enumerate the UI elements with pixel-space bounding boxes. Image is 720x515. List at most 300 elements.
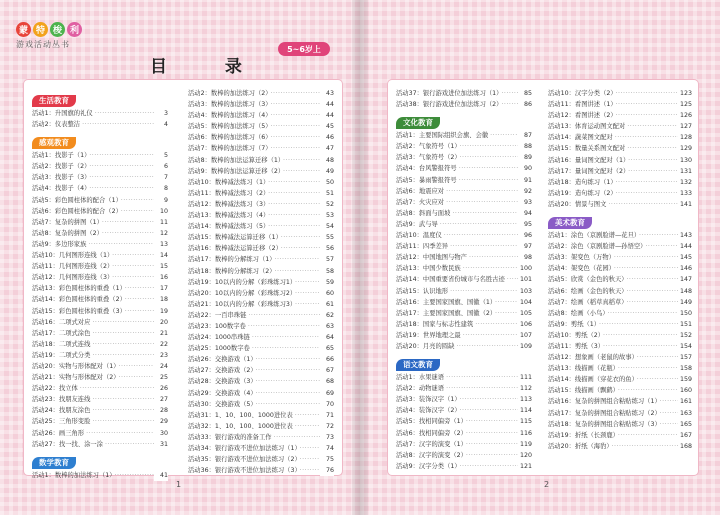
toc-entry-title: 活动4：数棒的加法练习（4） ·····	[188, 110, 320, 121]
toc-entry-title: 活动12：中国地图与物产 ·····	[396, 252, 518, 263]
toc-entry-title: 活动19：二项式分类 ·····	[32, 350, 154, 361]
section-header	[396, 110, 532, 130]
toc-entry-page: 128	[678, 132, 692, 143]
toc-entry-title: 活动17：二项式涂色 ·····	[32, 328, 154, 339]
section-header	[32, 88, 168, 108]
toc-entry-page: 44	[320, 99, 334, 110]
toc-entry-page: 144	[678, 241, 692, 252]
toc-entry	[188, 299, 334, 310]
toc-entry-title: 活动10：温度仪 ·····	[396, 230, 518, 241]
toc-entry-title: 活动1：升国旗的礼仪 ·····	[32, 108, 154, 119]
toc-entry	[396, 219, 532, 230]
toc-entry-page: 114	[518, 405, 532, 416]
toc-entry-title: 活动10：剪纸（2） ·····	[548, 330, 678, 341]
toc-entry-page: 152	[678, 330, 692, 341]
toc-entry-page: 85	[518, 88, 532, 99]
toc-entry	[548, 155, 692, 166]
toc-column	[32, 88, 168, 481]
toc-entry-page: 59	[320, 277, 334, 288]
toc-entry-page: 43	[320, 88, 334, 99]
toc-entry	[188, 243, 334, 254]
toc-entry	[548, 143, 692, 154]
toc-entry	[396, 186, 532, 197]
toc-entry-page: 53	[320, 210, 334, 221]
toc-entry-page: 21	[154, 328, 168, 339]
toc-entry-page: 16	[154, 272, 168, 283]
toc-entry-page: 104	[518, 297, 532, 308]
toc-entry-title: 活动16：主要国家国旗、国徽（1） ·····	[396, 297, 518, 308]
toc-entry	[188, 166, 334, 177]
toc-entry-page: 27	[154, 394, 168, 405]
toc-entry	[548, 132, 692, 143]
toc-entry	[548, 177, 692, 188]
toc-entry	[32, 228, 168, 239]
toc-entry-title: 活动9：汉字分类（1） ·····	[396, 461, 518, 472]
toc-entry-title: 活动18：造句练习（1） ·····	[548, 177, 678, 188]
toc-entry-page: 66	[320, 354, 334, 365]
toc-entry	[548, 166, 692, 177]
toc-entry-page: 11	[154, 217, 168, 228]
toc-entry-page: 4	[154, 119, 168, 130]
toc-entry-title: 活动35：银行游戏不进位加法练习（2） ·····	[188, 454, 320, 465]
toc-entry-page: 52	[320, 199, 334, 210]
toc-entry-page: 18	[154, 294, 168, 305]
toc-column	[396, 88, 532, 472]
toc-entry-page: 107	[518, 330, 532, 341]
toc-entry-page: 41	[154, 470, 168, 481]
section-header	[32, 450, 168, 470]
toc-entry-page: 157	[678, 352, 692, 363]
toc-entry-title: 活动7：汉字的演变（1） ·····	[396, 439, 518, 450]
toc-entry-page: 93	[518, 197, 532, 208]
toc-entry	[32, 250, 168, 261]
toc-entry-page: 75	[320, 454, 334, 465]
left-page	[0, 0, 352, 515]
toc-entry-title: 活动14：中国重要省份城市与名胜古迹 ·····	[396, 274, 518, 285]
toc-entry	[396, 383, 532, 394]
toc-entry	[396, 319, 532, 330]
toc-entry-title: 活动11：数棒减法练习（2） ·····	[188, 188, 320, 199]
toc-entry-page: 70	[320, 399, 334, 410]
toc-entry-title: 活动33：银行游戏的准备工作 ·····	[188, 432, 320, 443]
toc-entry	[396, 241, 532, 252]
toc-entry	[396, 263, 532, 274]
toc-entry-title: 活动1：找影子（1） ·····	[32, 150, 154, 161]
toc-entry-page: 111	[518, 372, 532, 383]
toc-entry-title: 活动4：装饰汉字（2） ·····	[396, 405, 518, 416]
section-header	[548, 210, 692, 230]
toc-entry-title: 活动28：交换游戏（3） ·····	[188, 376, 320, 387]
toc-entry-page: 132	[678, 177, 692, 188]
toc-entry	[188, 266, 334, 277]
toc-entry	[396, 252, 532, 263]
toc-entry	[548, 88, 692, 99]
toc-entry	[188, 399, 334, 410]
toc-entry	[548, 110, 692, 121]
toc-entry-title: 活动5：数棒的加法练习（5） ·····	[188, 121, 320, 132]
toc-entry-page: 97	[518, 241, 532, 252]
toc-entry	[32, 350, 168, 361]
toc-entry	[188, 88, 334, 99]
toc-entry-page: 161	[678, 396, 692, 407]
toc-entry-page: 123	[678, 88, 692, 99]
toc-entry-title: 活动20：折纸（海豹） ·····	[548, 441, 678, 452]
toc-entry	[396, 230, 532, 241]
toc-entry-title: 活动24：找朋友涂色 ·····	[32, 405, 154, 416]
toc-entry-page: 68	[320, 376, 334, 387]
toc-entry	[548, 396, 692, 407]
toc-entry	[188, 277, 334, 288]
toc-entry-title: 活动20：情景与图文 ·····	[548, 199, 678, 210]
toc-entry-title: 活动7：火灾应对 ·····	[396, 197, 518, 208]
toc-entry	[188, 410, 334, 421]
toc-entry-title: 活动15：数棒减法运算迁移（1） ·····	[188, 232, 320, 243]
toc-entry	[188, 121, 334, 132]
toc-entry-page: 113	[518, 394, 532, 405]
toc-entry-title: 活动17：复杂的拼图组合粘贴练习（2） ·····	[548, 408, 678, 419]
toc-entry-page: 145	[678, 252, 692, 263]
toc-entry-page: 51	[320, 188, 334, 199]
toc-entry-page: 45	[320, 121, 334, 132]
toc-entry	[188, 332, 334, 343]
toc-entry-title: 活动6：找相同偏旁（2） ·····	[396, 428, 518, 439]
toc-entry-page: 17	[154, 283, 168, 294]
toc-entry	[548, 188, 692, 199]
toc-entry-title: 活动2：找影子（2） ·····	[32, 161, 154, 172]
logo-character: 特	[33, 22, 48, 37]
toc-entry	[32, 372, 168, 383]
toc-entry	[188, 432, 334, 443]
toc-entry-page: 121	[518, 461, 532, 472]
toc-entry-title: 活动3：装饰汉字（1） ·····	[396, 394, 518, 405]
toc-entry-title: 活动17：量词图文配对（2） ·····	[548, 166, 678, 177]
toc-entry-title: 活动34：银行游戏不进位加法练习（1） ·····	[188, 443, 320, 454]
toc-entry-page: 165	[678, 419, 692, 430]
toc-entry-title: 活动16：量词图文配对（1） ·····	[548, 155, 678, 166]
toc-entry-title: 活动10：数棒减法练习（1） ·····	[188, 177, 320, 188]
toc-entry-page: 48	[320, 155, 334, 166]
toc-entry	[396, 274, 532, 285]
toc-card-right	[388, 80, 698, 475]
toc-entry-title: 活动21：实物与形体配对（2） ·····	[32, 372, 154, 383]
toc-entry-page: 12	[154, 228, 168, 239]
toc-entry-page: 23	[154, 350, 168, 361]
toc-entry	[396, 130, 532, 141]
toc-entry-title: 活动20：月亮的圆缺 ·····	[396, 341, 518, 352]
toc-entry	[32, 361, 168, 372]
toc-entry-page: 69	[320, 388, 334, 399]
toc-entry-page: 19	[154, 306, 168, 317]
toc-entry	[188, 199, 334, 210]
toc-entry-page: 106	[518, 319, 532, 330]
toc-entry-page: 63	[320, 321, 334, 332]
toc-entry-title: 活动9：数棒的加法运算迁移（2） ·····	[188, 166, 320, 177]
toc-entry	[396, 152, 532, 163]
toc-entry-title: 活动22：一百串珠链 ·····	[188, 310, 320, 321]
section-title: 数学教育	[32, 457, 76, 469]
toc-entry-page: 163	[678, 408, 692, 419]
toc-entry-page: 54	[320, 221, 334, 232]
toc-entry	[396, 208, 532, 219]
toc-entry	[396, 308, 532, 319]
toc-entry-page: 91	[518, 175, 532, 186]
toc-entry-title: 活动8：汉字的演变（2） ·····	[396, 450, 518, 461]
toc-entry-page: 61	[320, 299, 334, 310]
toc-entry-title: 活动18：复杂的拼图组合粘贴练习（3） ·····	[548, 419, 678, 430]
toc-entry-title: 活动1：水果谜语 ·····	[396, 372, 518, 383]
toc-entry-title: 活动3：数棒的加法练习（3） ·····	[188, 99, 320, 110]
toc-entry-title: 活动12：看图讲述（2） ·····	[548, 110, 678, 121]
toc-entry-title: 活动15：线描画（飘鹤） ·····	[548, 385, 678, 396]
toc-entry	[32, 383, 168, 394]
toc-entry	[32, 206, 168, 217]
toc-entry-title: 活动19：造句练习（2） ·····	[548, 188, 678, 199]
toc-entry-page: 160	[678, 385, 692, 396]
toc-entry	[188, 143, 334, 154]
toc-entry-page: 98	[518, 252, 532, 263]
toc-entry-title: 活动18：国家与标志性建筑 ·····	[396, 319, 518, 330]
toc-entry-page: 105	[518, 308, 532, 319]
toc-entry-title: 活动5：欣赏（金色的秋天） ·····	[548, 274, 678, 285]
toc-entry-page: 8	[154, 183, 168, 194]
toc-entry-title: 活动4：架变色（花园） ·····	[548, 263, 678, 274]
toc-entry	[188, 454, 334, 465]
toc-entry-title: 活动17：主要国家国旗、国徽（2） ·····	[396, 308, 518, 319]
toc-entry-title: 活动14：彩色圆柱体的重叠（2） ·····	[32, 294, 154, 305]
toc-entry	[32, 261, 168, 272]
page-number: 2	[544, 480, 550, 489]
toc-entry	[396, 163, 532, 174]
toc-entry-title: 活动5：彩色圆柱体的配合（1） ·····	[32, 195, 154, 206]
toc-entry	[32, 439, 168, 450]
toc-entry	[32, 108, 168, 119]
toc-entry	[188, 321, 334, 332]
toc-entry-page: 120	[518, 450, 532, 461]
toc-entry-page: 154	[678, 341, 692, 352]
toc-entry-title: 活动37：银行游戏进位加法练习（1） ·····	[396, 88, 518, 99]
toc-entry-title: 活动24：1000串珠链 ·····	[188, 332, 320, 343]
toc-entry-title: 活动23：找朋友连线 ·····	[32, 394, 154, 405]
toc-entry-title: 活动2：动物谜语 ·····	[396, 383, 518, 394]
toc-entry-title: 活动29：交换游戏（4） ·····	[188, 388, 320, 399]
toc-entry	[32, 328, 168, 339]
toc-entry	[548, 121, 692, 132]
toc-entry-page: 74	[320, 443, 334, 454]
toc-entry-title: 活动8：复杂的拼图（2） ·····	[32, 228, 154, 239]
toc-entry	[548, 263, 692, 274]
toc-entry-page: 29	[154, 416, 168, 427]
toc-entry-title: 活动17：数棒的分解练习（1） ·····	[188, 254, 320, 265]
age-badge: 5~6岁上	[278, 42, 330, 56]
toc-entry	[548, 99, 692, 110]
toc-entry-page: 126	[678, 110, 692, 121]
toc-entry	[32, 428, 168, 439]
toc-entry-title: 活动31：1、10、100、1000进位表 ·····	[188, 410, 320, 421]
toc-entry-title: 活动16：二项式对应 ·····	[32, 317, 154, 328]
toc-entry-page: 141	[678, 199, 692, 210]
page-title: 目 录	[150, 57, 268, 77]
toc-entry-page: 65	[320, 343, 334, 354]
toc-entry	[32, 272, 168, 283]
toc-entry-title: 活动2：数棒的加法练习（2） ·····	[188, 88, 320, 99]
toc-entry-title: 活动2：仪表整洁 ·····	[32, 119, 154, 130]
toc-entry-title: 活动15：认识地形 ·····	[396, 286, 518, 297]
toc-entry	[188, 155, 334, 166]
toc-entry-page: 7	[154, 172, 168, 183]
toc-entry	[548, 199, 692, 210]
toc-entry	[188, 465, 334, 476]
toc-entry-title: 活动30：交换游戏（5） ·····	[188, 399, 320, 410]
section-header	[32, 130, 168, 150]
toc-entry	[396, 286, 532, 297]
toc-entry-page: 50	[320, 177, 334, 188]
toc-entry-page: 125	[678, 99, 692, 110]
toc-entry	[548, 441, 692, 452]
toc-entry-page: 131	[678, 166, 692, 177]
toc-entry-page: 64	[320, 332, 334, 343]
toc-entry	[32, 217, 168, 228]
toc-entry	[188, 254, 334, 265]
toc-entry	[32, 405, 168, 416]
toc-entry-page: 109	[518, 341, 532, 352]
toc-entry-page: 149	[678, 297, 692, 308]
toc-entry	[188, 376, 334, 387]
section-title: 生活教育	[32, 95, 76, 107]
toc-entry	[188, 177, 334, 188]
toc-entry-page: 100	[518, 263, 532, 274]
toc-entry	[548, 363, 692, 374]
toc-entry-title: 活动20：10以内的分解（彩珠练习2） ·····	[188, 288, 320, 299]
toc-entry-page: 20	[154, 317, 168, 328]
toc-entry	[32, 416, 168, 427]
toc-column	[548, 88, 692, 452]
toc-entry-page: 90	[518, 163, 532, 174]
toc-entry-page: 158	[678, 363, 692, 374]
toc-entry-title: 活动8：绘画（小鸟） ·····	[548, 308, 678, 319]
toc-entry-page: 71	[320, 410, 334, 421]
toc-entry-page: 95	[518, 219, 532, 230]
toc-entry-title: 活动11：几何图形连线（2） ·····	[32, 261, 154, 272]
toc-entry	[396, 450, 532, 461]
toc-entry	[396, 439, 532, 450]
toc-entry	[32, 195, 168, 206]
toc-entry-title: 活动1：涂色（京剧脸谱—花旦） ·····	[548, 230, 678, 241]
toc-entry-title: 活动19：世界地理之最 ·····	[396, 330, 518, 341]
book-gutter	[352, 0, 368, 515]
toc-entry-page: 31	[154, 439, 168, 450]
toc-entry-page: 119	[518, 439, 532, 450]
toc-entry-title: 活动13：彩色圆柱体的重叠（1） ·····	[32, 283, 154, 294]
section-title: 感观教育	[32, 137, 76, 149]
toc-entry-title: 活动10：几何图形连线（1） ·····	[32, 250, 154, 261]
toc-entry	[32, 470, 168, 481]
toc-entry-page: 22	[154, 339, 168, 350]
section-title: 美术教育	[548, 217, 592, 229]
toc-entry	[548, 430, 692, 441]
toc-entry-title: 活动8：斜面与面坡 ·····	[396, 208, 518, 219]
toc-entry-page: 148	[678, 286, 692, 297]
toc-entry	[548, 352, 692, 363]
toc-entry-page: 76	[320, 465, 334, 476]
toc-entry	[396, 428, 532, 439]
toc-entry-page: 103	[518, 286, 532, 297]
right-page	[368, 0, 720, 515]
toc-entry	[188, 365, 334, 376]
toc-entry-page: 150	[678, 308, 692, 319]
toc-entry-page: 94	[518, 208, 532, 219]
toc-entry	[32, 394, 168, 405]
toc-entry-page: 147	[678, 274, 692, 285]
toc-entry-page: 73	[320, 432, 334, 443]
logo-character: 利	[67, 22, 82, 37]
toc-entry-page: 56	[320, 243, 334, 254]
toc-entry-title: 活动3：架变色（万物） ·····	[548, 252, 678, 263]
section-title: 语文教育	[396, 359, 440, 371]
toc-entry-title: 活动2：气象符号（1） ·····	[396, 141, 518, 152]
toc-entry-page: 30	[154, 428, 168, 439]
logo-character: 蒙	[16, 22, 31, 37]
toc-entry-title: 活动3：找影子（3） ·····	[32, 172, 154, 183]
page-number: 1	[176, 480, 182, 489]
toc-entry-title: 活动11：四季差异 ·····	[396, 241, 518, 252]
toc-entry-title: 活动27：找一找、涂一涂 ·····	[32, 439, 154, 450]
logo-character: 梭	[50, 22, 65, 37]
toc-entry-page: 130	[678, 155, 692, 166]
toc-entry	[32, 339, 168, 350]
toc-entry	[396, 297, 532, 308]
toc-entry-title: 活动11：剪纸（3） ·····	[548, 341, 678, 352]
toc-entry	[396, 416, 532, 427]
toc-entry-title: 活动9：多边形家族 ·····	[32, 239, 154, 250]
toc-entry	[32, 119, 168, 130]
toc-entry-page: 9	[154, 195, 168, 206]
toc-entry	[548, 330, 692, 341]
toc-entry-title: 活动10：汉字分类（2） ·····	[548, 88, 678, 99]
toc-entry-page: 116	[518, 428, 532, 439]
toc-entry-title: 活动19：折纸（长颈鹿） ·····	[548, 430, 678, 441]
toc-entry	[32, 317, 168, 328]
toc-entry-title: 活动9：剪纸（1） ·····	[548, 319, 678, 330]
toc-entry	[396, 88, 532, 99]
toc-entry-title: 活动26：交换游戏（1） ·····	[188, 354, 320, 365]
toc-entry-title: 活动5：暴雨警报符号 ·····	[396, 175, 518, 186]
toc-entry	[32, 306, 168, 317]
toc-entry	[548, 230, 692, 241]
toc-entry	[188, 310, 334, 321]
toc-entry-page: 87	[518, 130, 532, 141]
toc-entry-title: 活动13：体育运动图文配对 ·····	[548, 121, 678, 132]
toc-entry-page: 112	[518, 383, 532, 394]
toc-entry-title: 活动21：10以内的分解（彩珠练习3） ·····	[188, 299, 320, 310]
toc-entry-page: 143	[678, 230, 692, 241]
toc-entry	[188, 288, 334, 299]
toc-entry	[188, 210, 334, 221]
toc-entry-title: 活动7：复杂的拼图（1） ·····	[32, 217, 154, 228]
toc-entry-title: 活动3：气象符号（2） ·····	[396, 152, 518, 163]
toc-entry	[32, 172, 168, 183]
toc-entry	[548, 274, 692, 285]
toc-entry-title: 活动8：数棒的加法运算迁移（1） ·····	[188, 155, 320, 166]
toc-entry-title: 活动38：银行游戏进位加法练习（2） ·····	[396, 99, 518, 110]
toc-entry	[32, 294, 168, 305]
toc-entry-page: 26	[154, 383, 168, 394]
toc-entry-page: 44	[320, 110, 334, 121]
toc-entry-page: 28	[154, 405, 168, 416]
toc-card-left	[24, 80, 342, 479]
toc-entry	[188, 188, 334, 199]
toc-entry-page: 96	[518, 230, 532, 241]
toc-entry-title: 活动14：线描画（穿花衣的鱼） ·····	[548, 374, 678, 385]
